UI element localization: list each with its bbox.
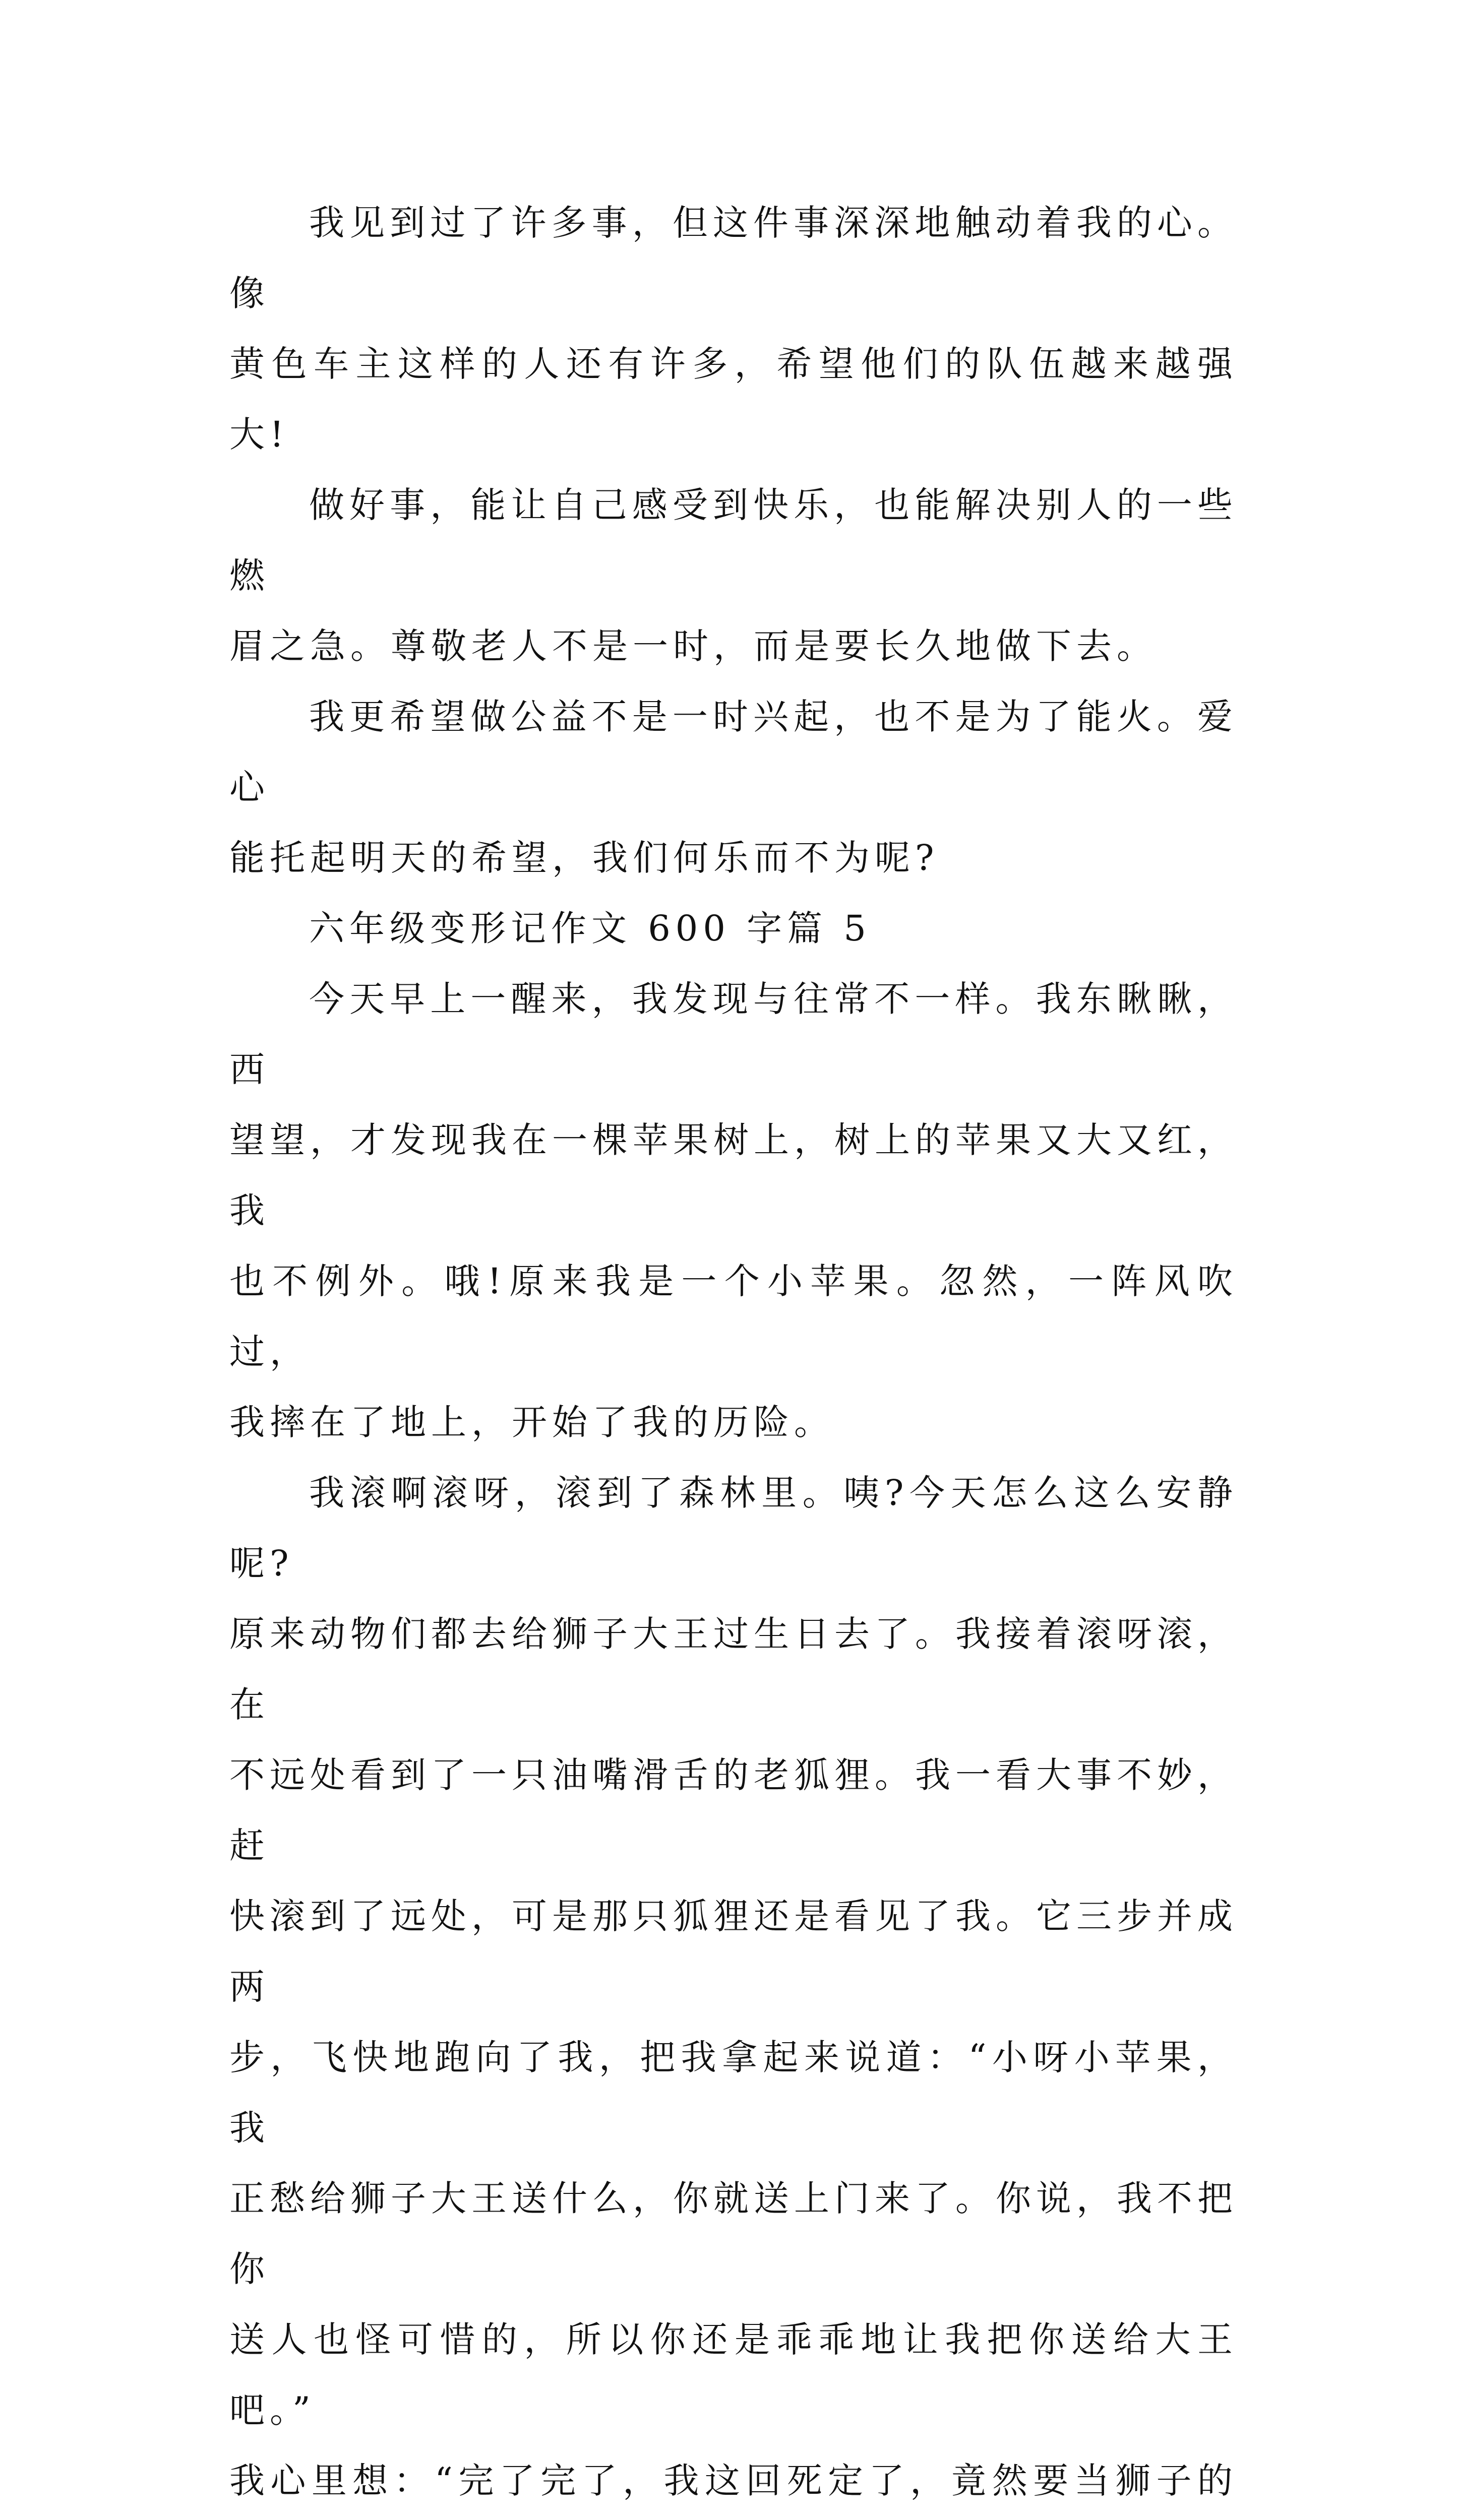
paragraph-public-welfare: 我更希望做公益不是一时兴起，也不是为了能火。爱心 能托起明天的希望，我们何乐而不为呢? (229, 696, 1238, 878)
paragraph-forest-adventure: 我滚啊滚呀，滚到了森林里。咦?今天怎么这么安静呢? 原来动物们都去给狮子大王过生日去了。我接着滚呀滚，在 不远处看到了一只油嘴滑舌的老狐狸。我一看大事不妙，赶 快滚到了远处，可是那只狐狸还是看见了我。它三步并成两 步，飞快地跑向了我，把我拿起来说道：“小呀小苹果，我 正愁给狮子大王送什么，你就送上门来了。你说，我不把你 送人也怪可惜的，所以你还是乖乖地让我把你送给大王吧。” 我心里想：“完了完了，我这回死定了，竟然要当狮子的 (229, 1472, 1238, 2501)
paragraph-story-opening: 今天早上一醒来，我发现与往常不一样。我东瞅瞅，西 望望，才发现我在一棵苹果树上，树上的苹果又大又红，我 也不例外。哦!原来我是一个小苹果。忽然，一阵风吹过， 我摔在了地上，开始了我的历险。 (229, 978, 1238, 1443)
article-body (229, 187, 1238, 2520)
paragraph-closing-reflection: 我见到过了许多事，但这件事深深地触动着我的心。像 黄色车主这样的人还有许多，希望他们的队伍越来越强大! (229, 202, 1238, 455)
paragraph-good-deeds: 做好事，能让自己感受到快乐，也能解决别人的一些燃 眉之急。尊敬老人不是一时，而是要长久地做下去。 (229, 484, 1238, 667)
section-heading: 六年级变形记作文 600 字篇 5 (309, 908, 871, 949)
